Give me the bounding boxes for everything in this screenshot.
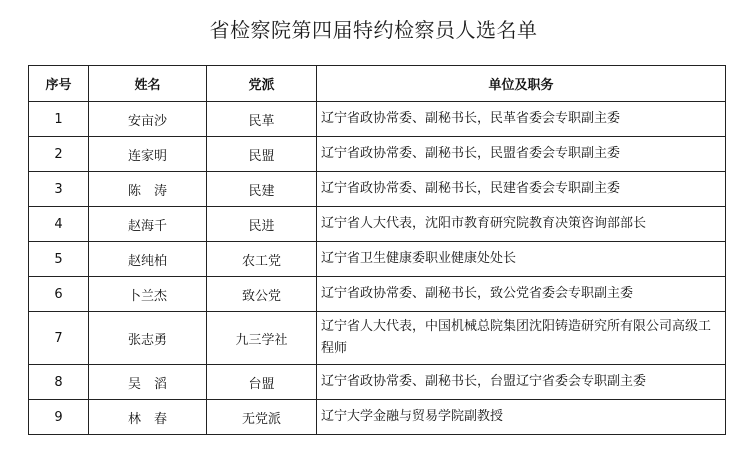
cell-duty: 辽宁省政协常委、副秘书长，民建省委会专职副主委: [317, 172, 726, 207]
cell-party: 民进: [207, 207, 317, 242]
cell-party: 农工党: [207, 242, 317, 277]
table-header-row: [29, 66, 726, 102]
cell-no: 3: [29, 172, 89, 207]
table-row: [29, 102, 726, 137]
table-row: [29, 365, 726, 400]
cell-party: 台盟: [207, 365, 317, 400]
table-row: [29, 137, 726, 172]
cell-no: 9: [29, 400, 89, 435]
cell-duty: 辽宁省人大代表，沈阳市教育研究院教育决策咨询部部长: [317, 207, 726, 242]
table-row: [29, 400, 726, 435]
cell-duty: 辽宁省政协常委、副秘书长，致公党省委会专职副主委: [317, 277, 726, 312]
cell-duty: 辽宁省政协常委、副秘书长，民盟省委会专职副主委: [317, 137, 726, 172]
table-row: [29, 172, 726, 207]
cell-party: 民建: [207, 172, 317, 207]
header-duty: 单位及职务: [317, 66, 726, 102]
cell-party: 民革: [207, 102, 317, 137]
cell-party: 民盟: [207, 137, 317, 172]
cell-name: 赵纯柏: [89, 242, 207, 277]
cell-name: 卜兰杰: [89, 277, 207, 312]
table-row: [29, 207, 726, 242]
header-no: 序号: [29, 66, 89, 102]
nominee-table: [28, 65, 726, 435]
cell-party: 致公党: [207, 277, 317, 312]
cell-name: 林 春: [89, 400, 207, 435]
cell-no: 6: [29, 277, 89, 312]
cell-name: 陈 涛: [89, 172, 207, 207]
cell-name: 吴 滔: [89, 365, 207, 400]
cell-no: 5: [29, 242, 89, 277]
cell-name: 连家明: [89, 137, 207, 172]
cell-no: 8: [29, 365, 89, 400]
table-row: [29, 242, 726, 277]
cell-no: 7: [29, 312, 89, 365]
table-row: [29, 277, 726, 312]
table-row: [29, 312, 726, 365]
header-party: 党派: [207, 66, 317, 102]
cell-duty: 辽宁大学金融与贸易学院副教授: [317, 400, 726, 435]
cell-party: 无党派: [207, 400, 317, 435]
cell-party: 九三学社: [207, 312, 317, 365]
cell-name: 安亩沙: [89, 102, 207, 137]
cell-duty: 辽宁省人大代表，中国机械总院集团沈阳铸造研究所有限公司高级工程师: [317, 312, 726, 365]
cell-no: 4: [29, 207, 89, 242]
cell-no: 2: [29, 137, 89, 172]
cell-duty: 辽宁省政协常委、副秘书长，台盟辽宁省委会专职副主委: [317, 365, 726, 400]
cell-name: 赵海千: [89, 207, 207, 242]
cell-no: 1: [29, 102, 89, 137]
cell-duty: 辽宁省政协常委、副秘书长，民革省委会专职副主委: [317, 102, 726, 137]
cell-name: 张志勇: [89, 312, 207, 365]
header-name: 姓名: [89, 66, 207, 102]
cell-duty: 辽宁省卫生健康委职业健康处处长: [317, 242, 726, 277]
document-title: 省检察院第四届特约检察员人选名单: [209, 18, 538, 42]
